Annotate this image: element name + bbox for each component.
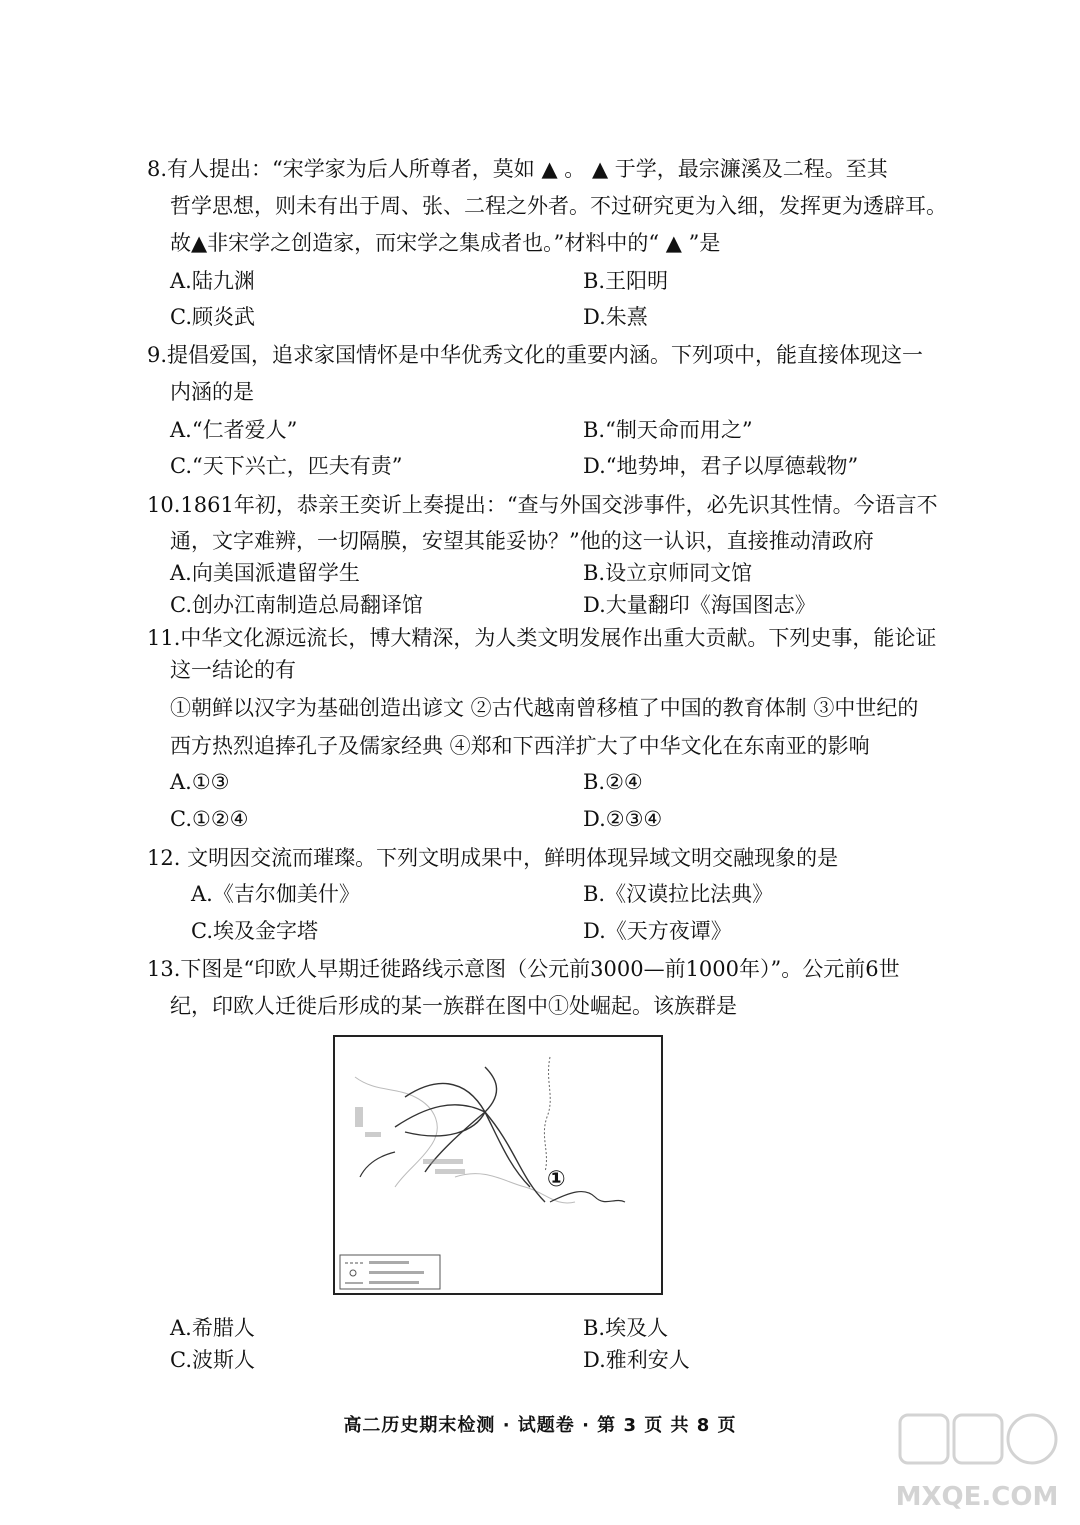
q11-option-b: B.②④	[583, 770, 643, 794]
q11-line3: ①朝鲜以汉字为基础创造出谚文 ②古代越南曾移植了中国的教育体制 ③中世纪的	[170, 696, 919, 720]
q13-option-b: B.埃及人	[583, 1316, 669, 1340]
q8-option-a: A.陆九渊	[170, 269, 255, 293]
q10-line2: 通，文字难辨，一切隔膜，安望其能妥协？”他的这一认识，直接推动清政府	[170, 529, 874, 553]
q12-line1: 12. 文明因交流而璀璨。下列文明成果中，鲜明体现异域文明交融现象的是	[147, 846, 839, 870]
q9-line1: 9.提倡爱国，追求家国情怀是中华优秀文化的重要内涵。下列项中，能直接体现这一	[147, 343, 924, 367]
q12-option-b: B.《汉谟拉比法典》	[583, 882, 774, 906]
q8-line2: 哲学思想，则未有出于周、张、二程之外者。不过研究更为入细，发挥更为透辟耳。	[170, 194, 947, 218]
q13-line1: 13.下图是“印欧人早期迁徙路线示意图（公元前3000—前1000年）”。公元前6世	[147, 957, 900, 981]
q13-option-c: C.波斯人	[170, 1348, 255, 1372]
q12-option-d: D.《天方夜谭》	[583, 919, 732, 943]
q10-option-b: B.设立京师同文馆	[583, 561, 753, 585]
q8-line3: 故▲非宋学之创造家，而宋学之集成者也。”材料中的“ ▲ ”是	[170, 231, 721, 255]
q11-option-a: A.①③	[170, 770, 230, 794]
q11-line2: 这一结论的有	[170, 658, 296, 682]
q10-option-c: C.创办江南制造总局翻译馆	[170, 593, 423, 617]
q9-option-a: A.“仁者爱人”	[170, 418, 298, 442]
q13-line2: 纪，印欧人迁徙后形成的某一族群在图中①处崛起。该族群是	[170, 994, 737, 1018]
q10-line1: 10.1861年初，恭亲王奕䜣上奏提出：“查与外国交涉事件，必先识其性情。今语言不	[147, 493, 938, 517]
q8-option-d: D.朱熹	[583, 305, 648, 329]
q12-option-a: A.《吉尔伽美什》	[191, 882, 360, 906]
q11-option-d: D.②③④	[583, 807, 663, 831]
svg-text:MXQE.COM: MXQE.COM	[895, 1482, 1059, 1512]
q11-line1: 11.中华文化源远流长，博大精深，为人类文明发展作出重大贡献。下列史事，能论证	[147, 626, 937, 650]
q8-line1: 8.有人提出：“宋学家为后人所尊者，莫如 ▲ 。 ▲ 于学，最宗濂溪及二程。至其	[147, 157, 888, 181]
q13-option-a: A.希腊人	[170, 1316, 255, 1340]
q10-option-d: D.大量翻印《海国图志》	[583, 593, 816, 617]
q9-option-c: C.“天下兴亡，匹夫有责”	[170, 454, 403, 478]
migration-map	[333, 1035, 663, 1295]
q9-option-b: B.“制天命而用之”	[583, 418, 753, 442]
q10-option-a: A.向美国派遣留学生	[170, 561, 360, 585]
q12-option-c: C.埃及金字塔	[191, 919, 318, 943]
watermark-logo	[892, 1407, 1062, 1517]
migration-map-drawing	[335, 1037, 661, 1293]
q9-option-d: D.“地势坤，君子以厚德载物”	[583, 454, 859, 478]
q8-option-c: C.顾炎武	[170, 305, 255, 329]
q9-line2: 内涵的是	[170, 380, 254, 404]
q11-option-c: C.①②④	[170, 807, 249, 831]
page-footer: 高二历史期末检测 · 试题卷 · 第 3 页 共 8 页	[343, 1415, 737, 1436]
q13-option-d: D.雅利安人	[583, 1348, 690, 1372]
q8-option-b: B.王阳明	[583, 269, 669, 293]
q11-line4: 西方热烈追捧孔子及儒家经典 ④郑和下西洋扩大了中华文化在东南亚的影响	[170, 734, 870, 758]
map-marker-1: ①	[547, 1167, 566, 1192]
